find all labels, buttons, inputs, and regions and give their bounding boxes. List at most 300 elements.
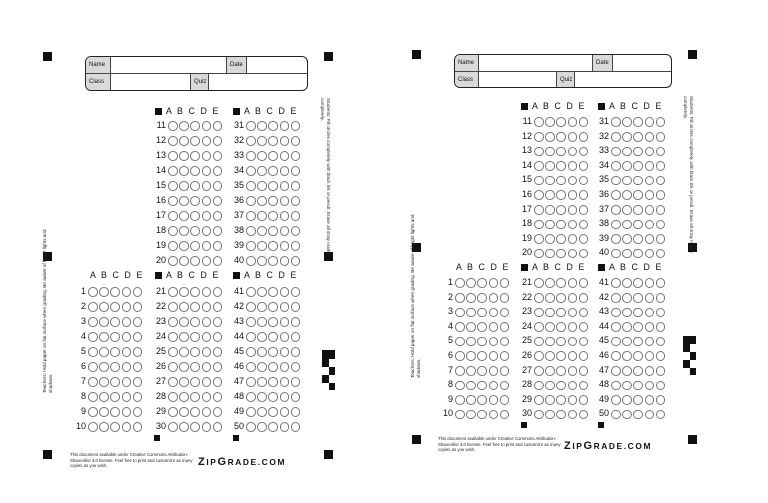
answer-bubble-d[interactable] bbox=[568, 293, 578, 303]
answer-bubble-d[interactable] bbox=[202, 287, 212, 297]
answer-bubble-b[interactable] bbox=[99, 407, 109, 417]
answer-bubble-a[interactable] bbox=[246, 181, 256, 191]
answer-bubble-e[interactable] bbox=[656, 132, 666, 142]
answer-bubble-d[interactable] bbox=[122, 332, 132, 342]
answer-bubble-e[interactable] bbox=[291, 392, 301, 402]
answer-bubble-c[interactable] bbox=[268, 317, 278, 327]
answer-bubble-a[interactable] bbox=[246, 287, 256, 297]
answer-bubble-d[interactable] bbox=[489, 322, 499, 332]
answer-bubble-e[interactable] bbox=[656, 293, 666, 303]
answer-bubble-e[interactable] bbox=[656, 337, 666, 347]
answer-bubble-c[interactable] bbox=[190, 166, 200, 176]
answer-bubble-a[interactable] bbox=[534, 381, 544, 391]
answer-bubble-c[interactable] bbox=[110, 317, 120, 327]
answer-bubble-d[interactable] bbox=[489, 410, 499, 420]
answer-bubble-a[interactable] bbox=[168, 121, 178, 131]
answer-bubble-a[interactable] bbox=[246, 136, 256, 146]
answer-bubble-b[interactable] bbox=[545, 161, 555, 171]
answer-bubble-b[interactable] bbox=[622, 205, 632, 215]
answer-bubble-b[interactable] bbox=[257, 196, 267, 206]
answer-bubble-d[interactable] bbox=[568, 220, 578, 230]
answer-bubble-d[interactable] bbox=[645, 147, 655, 157]
answer-bubble-e[interactable] bbox=[579, 161, 589, 171]
answer-bubble-e[interactable] bbox=[291, 407, 301, 417]
answer-bubble-b[interactable] bbox=[545, 351, 555, 361]
answer-bubble-a[interactable] bbox=[88, 377, 98, 387]
answer-bubble-d[interactable] bbox=[280, 181, 290, 191]
answer-bubble-c[interactable] bbox=[633, 395, 643, 405]
answer-bubble-c[interactable] bbox=[190, 422, 200, 432]
answer-bubble-a[interactable] bbox=[246, 151, 256, 161]
answer-bubble-d[interactable] bbox=[280, 407, 290, 417]
answer-bubble-d[interactable] bbox=[645, 161, 655, 171]
answer-bubble-d[interactable] bbox=[645, 176, 655, 186]
answer-bubble-c[interactable] bbox=[477, 308, 487, 318]
answer-bubble-a[interactable] bbox=[246, 166, 256, 176]
answer-bubble-b[interactable] bbox=[257, 241, 267, 251]
answer-bubble-b[interactable] bbox=[622, 161, 632, 171]
answer-bubble-c[interactable] bbox=[110, 377, 120, 387]
answer-bubble-a[interactable] bbox=[246, 241, 256, 251]
answer-bubble-e[interactable] bbox=[579, 176, 589, 186]
answer-bubble-c[interactable] bbox=[190, 392, 200, 402]
answer-bubble-c[interactable] bbox=[190, 226, 200, 236]
answer-bubble-b[interactable] bbox=[622, 234, 632, 244]
answer-bubble-c[interactable] bbox=[477, 322, 487, 332]
answer-bubble-b[interactable] bbox=[99, 422, 109, 432]
answer-bubble-b[interactable] bbox=[466, 322, 476, 332]
answer-bubble-e[interactable] bbox=[213, 181, 223, 191]
answer-bubble-a[interactable] bbox=[88, 302, 98, 312]
answer-bubble-a[interactable] bbox=[611, 337, 621, 347]
answer-bubble-b[interactable] bbox=[179, 377, 189, 387]
answer-bubble-a[interactable] bbox=[246, 317, 256, 327]
answer-bubble-a[interactable] bbox=[455, 293, 465, 303]
answer-bubble-b[interactable] bbox=[622, 293, 632, 303]
answer-bubble-d[interactable] bbox=[568, 205, 578, 215]
answer-bubble-d[interactable] bbox=[122, 302, 132, 312]
answer-bubble-c[interactable] bbox=[477, 366, 487, 376]
answer-bubble-b[interactable] bbox=[257, 287, 267, 297]
answer-bubble-b[interactable] bbox=[545, 337, 555, 347]
answer-bubble-e[interactable] bbox=[656, 205, 666, 215]
name-field[interactable] bbox=[479, 55, 593, 71]
answer-bubble-d[interactable] bbox=[280, 332, 290, 342]
answer-bubble-c[interactable] bbox=[556, 234, 566, 244]
answer-bubble-b[interactable] bbox=[179, 136, 189, 146]
answer-bubble-c[interactable] bbox=[268, 166, 278, 176]
answer-bubble-a[interactable] bbox=[611, 293, 621, 303]
answer-bubble-b[interactable] bbox=[257, 317, 267, 327]
answer-bubble-c[interactable] bbox=[633, 308, 643, 318]
answer-bubble-d[interactable] bbox=[202, 241, 212, 251]
answer-bubble-a[interactable] bbox=[534, 351, 544, 361]
answer-bubble-d[interactable] bbox=[202, 151, 212, 161]
answer-bubble-e[interactable] bbox=[213, 407, 223, 417]
answer-bubble-e[interactable] bbox=[500, 322, 510, 332]
answer-bubble-e[interactable] bbox=[291, 302, 301, 312]
answer-bubble-a[interactable] bbox=[611, 220, 621, 230]
answer-bubble-c[interactable] bbox=[556, 117, 566, 127]
answer-bubble-a[interactable] bbox=[534, 132, 544, 142]
answer-bubble-c[interactable] bbox=[556, 278, 566, 288]
answer-bubble-c[interactable] bbox=[477, 351, 487, 361]
answer-bubble-d[interactable] bbox=[202, 196, 212, 206]
answer-bubble-c[interactable] bbox=[633, 205, 643, 215]
answer-bubble-c[interactable] bbox=[268, 422, 278, 432]
answer-bubble-b[interactable] bbox=[622, 132, 632, 142]
answer-bubble-a[interactable] bbox=[534, 278, 544, 288]
answer-bubble-d[interactable] bbox=[280, 121, 290, 131]
answer-bubble-e[interactable] bbox=[579, 278, 589, 288]
answer-bubble-d[interactable] bbox=[645, 249, 655, 259]
answer-bubble-a[interactable] bbox=[88, 362, 98, 372]
answer-bubble-e[interactable] bbox=[291, 317, 301, 327]
answer-bubble-a[interactable] bbox=[246, 392, 256, 402]
answer-bubble-d[interactable] bbox=[280, 317, 290, 327]
answer-bubble-c[interactable] bbox=[556, 190, 566, 200]
answer-bubble-b[interactable] bbox=[622, 322, 632, 332]
answer-bubble-d[interactable] bbox=[202, 181, 212, 191]
answer-bubble-d[interactable] bbox=[280, 166, 290, 176]
answer-bubble-d[interactable] bbox=[568, 381, 578, 391]
answer-bubble-e[interactable] bbox=[291, 181, 301, 191]
answer-bubble-a[interactable] bbox=[168, 256, 178, 266]
answer-bubble-d[interactable] bbox=[568, 395, 578, 405]
answer-bubble-a[interactable] bbox=[168, 196, 178, 206]
answer-bubble-e[interactable] bbox=[291, 256, 301, 266]
answer-bubble-d[interactable] bbox=[202, 136, 212, 146]
answer-bubble-e[interactable] bbox=[213, 332, 223, 342]
answer-bubble-c[interactable] bbox=[556, 410, 566, 420]
answer-bubble-b[interactable] bbox=[257, 362, 267, 372]
answer-bubble-a[interactable] bbox=[246, 196, 256, 206]
answer-bubble-e[interactable] bbox=[656, 351, 666, 361]
answer-bubble-d[interactable] bbox=[280, 241, 290, 251]
answer-bubble-a[interactable] bbox=[534, 293, 544, 303]
answer-bubble-d[interactable] bbox=[122, 392, 132, 402]
answer-bubble-e[interactable] bbox=[579, 381, 589, 391]
answer-bubble-c[interactable] bbox=[556, 220, 566, 230]
answer-bubble-d[interactable] bbox=[280, 362, 290, 372]
answer-bubble-e[interactable] bbox=[213, 392, 223, 402]
answer-bubble-b[interactable] bbox=[179, 181, 189, 191]
answer-bubble-e[interactable] bbox=[213, 256, 223, 266]
answer-bubble-a[interactable] bbox=[534, 337, 544, 347]
answer-bubble-e[interactable] bbox=[656, 381, 666, 391]
answer-bubble-a[interactable] bbox=[534, 147, 544, 157]
answer-bubble-b[interactable] bbox=[179, 362, 189, 372]
answer-bubble-b[interactable] bbox=[99, 302, 109, 312]
answer-bubble-c[interactable] bbox=[477, 293, 487, 303]
quiz-field[interactable] bbox=[209, 74, 307, 90]
answer-bubble-d[interactable] bbox=[202, 226, 212, 236]
answer-bubble-a[interactable] bbox=[611, 278, 621, 288]
answer-bubble-b[interactable] bbox=[545, 322, 555, 332]
answer-bubble-e[interactable] bbox=[213, 287, 223, 297]
answer-bubble-c[interactable] bbox=[633, 381, 643, 391]
answer-bubble-b[interactable] bbox=[466, 381, 476, 391]
answer-bubble-a[interactable] bbox=[168, 166, 178, 176]
answer-bubble-c[interactable] bbox=[268, 302, 278, 312]
answer-bubble-c[interactable] bbox=[268, 136, 278, 146]
answer-bubble-e[interactable] bbox=[291, 196, 301, 206]
answer-bubble-e[interactable] bbox=[500, 337, 510, 347]
answer-bubble-d[interactable] bbox=[568, 147, 578, 157]
answer-bubble-a[interactable] bbox=[88, 407, 98, 417]
answer-bubble-a[interactable] bbox=[611, 161, 621, 171]
answer-bubble-b[interactable] bbox=[179, 392, 189, 402]
answer-bubble-a[interactable] bbox=[168, 181, 178, 191]
answer-bubble-d[interactable] bbox=[489, 293, 499, 303]
answer-bubble-d[interactable] bbox=[645, 395, 655, 405]
answer-bubble-d[interactable] bbox=[489, 351, 499, 361]
answer-bubble-e[interactable] bbox=[579, 410, 589, 420]
answer-bubble-d[interactable] bbox=[202, 377, 212, 387]
answer-bubble-b[interactable] bbox=[99, 392, 109, 402]
answer-bubble-b[interactable] bbox=[466, 351, 476, 361]
answer-bubble-a[interactable] bbox=[246, 302, 256, 312]
answer-bubble-d[interactable] bbox=[202, 317, 212, 327]
answer-bubble-b[interactable] bbox=[545, 176, 555, 186]
answer-bubble-d[interactable] bbox=[122, 362, 132, 372]
answer-bubble-c[interactable] bbox=[190, 241, 200, 251]
answer-bubble-b[interactable] bbox=[99, 377, 109, 387]
answer-bubble-a[interactable] bbox=[168, 151, 178, 161]
answer-bubble-c[interactable] bbox=[268, 392, 278, 402]
answer-bubble-d[interactable] bbox=[568, 176, 578, 186]
answer-bubble-e[interactable] bbox=[291, 226, 301, 236]
answer-bubble-b[interactable] bbox=[545, 234, 555, 244]
answer-bubble-e[interactable] bbox=[213, 151, 223, 161]
answer-bubble-e[interactable] bbox=[291, 362, 301, 372]
answer-bubble-c[interactable] bbox=[268, 241, 278, 251]
answer-bubble-d[interactable] bbox=[645, 132, 655, 142]
answer-bubble-c[interactable] bbox=[190, 332, 200, 342]
answer-bubble-d[interactable] bbox=[280, 136, 290, 146]
answer-bubble-d[interactable] bbox=[489, 337, 499, 347]
answer-bubble-a[interactable] bbox=[246, 362, 256, 372]
answer-bubble-c[interactable] bbox=[268, 347, 278, 357]
answer-bubble-b[interactable] bbox=[179, 241, 189, 251]
answer-bubble-e[interactable] bbox=[213, 302, 223, 312]
answer-bubble-d[interactable] bbox=[280, 422, 290, 432]
answer-bubble-a[interactable] bbox=[534, 176, 544, 186]
answer-bubble-d[interactable] bbox=[202, 302, 212, 312]
answer-bubble-b[interactable] bbox=[545, 117, 555, 127]
answer-bubble-d[interactable] bbox=[280, 256, 290, 266]
answer-bubble-c[interactable] bbox=[556, 249, 566, 259]
answer-bubble-e[interactable] bbox=[656, 234, 666, 244]
answer-bubble-a[interactable] bbox=[246, 347, 256, 357]
answer-bubble-a[interactable] bbox=[534, 220, 544, 230]
answer-bubble-c[interactable] bbox=[268, 407, 278, 417]
answer-bubble-c[interactable] bbox=[268, 211, 278, 221]
answer-bubble-b[interactable] bbox=[466, 410, 476, 420]
answer-bubble-a[interactable] bbox=[88, 392, 98, 402]
answer-bubble-b[interactable] bbox=[257, 211, 267, 221]
answer-bubble-a[interactable] bbox=[611, 205, 621, 215]
answer-bubble-d[interactable] bbox=[280, 151, 290, 161]
answer-bubble-c[interactable] bbox=[110, 302, 120, 312]
answer-bubble-a[interactable] bbox=[455, 278, 465, 288]
answer-bubble-e[interactable] bbox=[213, 166, 223, 176]
answer-bubble-a[interactable] bbox=[534, 366, 544, 376]
answer-bubble-e[interactable] bbox=[500, 395, 510, 405]
answer-bubble-b[interactable] bbox=[257, 136, 267, 146]
answer-bubble-e[interactable] bbox=[579, 366, 589, 376]
answer-bubble-c[interactable] bbox=[556, 176, 566, 186]
answer-bubble-c[interactable] bbox=[268, 377, 278, 387]
answer-bubble-d[interactable] bbox=[568, 190, 578, 200]
answer-bubble-a[interactable] bbox=[246, 121, 256, 131]
answer-bubble-c[interactable] bbox=[633, 161, 643, 171]
answer-bubble-a[interactable] bbox=[168, 332, 178, 342]
answer-bubble-b[interactable] bbox=[179, 332, 189, 342]
answer-bubble-e[interactable] bbox=[291, 241, 301, 251]
answer-bubble-b[interactable] bbox=[622, 176, 632, 186]
answer-bubble-c[interactable] bbox=[633, 190, 643, 200]
answer-bubble-b[interactable] bbox=[545, 293, 555, 303]
answer-bubble-a[interactable] bbox=[611, 308, 621, 318]
answer-bubble-d[interactable] bbox=[568, 278, 578, 288]
answer-bubble-c[interactable] bbox=[190, 377, 200, 387]
answer-bubble-e[interactable] bbox=[656, 249, 666, 259]
answer-bubble-c[interactable] bbox=[268, 256, 278, 266]
answer-bubble-b[interactable] bbox=[622, 220, 632, 230]
answer-bubble-b[interactable] bbox=[257, 121, 267, 131]
answer-bubble-d[interactable] bbox=[645, 205, 655, 215]
answer-bubble-b[interactable] bbox=[257, 377, 267, 387]
answer-bubble-d[interactable] bbox=[122, 377, 132, 387]
answer-bubble-e[interactable] bbox=[133, 347, 143, 357]
answer-bubble-a[interactable] bbox=[455, 351, 465, 361]
answer-bubble-b[interactable] bbox=[545, 205, 555, 215]
answer-bubble-e[interactable] bbox=[213, 211, 223, 221]
answer-bubble-c[interactable] bbox=[633, 337, 643, 347]
answer-bubble-e[interactable] bbox=[579, 234, 589, 244]
class-field[interactable] bbox=[111, 74, 191, 90]
answer-bubble-b[interactable] bbox=[545, 278, 555, 288]
answer-bubble-e[interactable] bbox=[656, 190, 666, 200]
answer-bubble-a[interactable] bbox=[611, 322, 621, 332]
answer-bubble-c[interactable] bbox=[268, 226, 278, 236]
answer-bubble-a[interactable] bbox=[534, 308, 544, 318]
answer-bubble-c[interactable] bbox=[633, 220, 643, 230]
answer-bubble-e[interactable] bbox=[579, 351, 589, 361]
answer-bubble-c[interactable] bbox=[633, 132, 643, 142]
answer-bubble-a[interactable] bbox=[88, 317, 98, 327]
answer-bubble-c[interactable] bbox=[190, 136, 200, 146]
answer-bubble-d[interactable] bbox=[122, 347, 132, 357]
answer-bubble-c[interactable] bbox=[633, 293, 643, 303]
answer-bubble-c[interactable] bbox=[556, 381, 566, 391]
answer-bubble-c[interactable] bbox=[190, 287, 200, 297]
answer-bubble-b[interactable] bbox=[179, 347, 189, 357]
answer-bubble-c[interactable] bbox=[190, 121, 200, 131]
answer-bubble-a[interactable] bbox=[455, 381, 465, 391]
answer-bubble-e[interactable] bbox=[213, 121, 223, 131]
answer-bubble-e[interactable] bbox=[656, 395, 666, 405]
answer-bubble-e[interactable] bbox=[656, 220, 666, 230]
answer-bubble-d[interactable] bbox=[122, 317, 132, 327]
answer-bubble-b[interactable] bbox=[622, 147, 632, 157]
answer-bubble-c[interactable] bbox=[633, 147, 643, 157]
answer-bubble-a[interactable] bbox=[168, 287, 178, 297]
answer-bubble-e[interactable] bbox=[291, 151, 301, 161]
answer-bubble-a[interactable] bbox=[168, 347, 178, 357]
answer-bubble-e[interactable] bbox=[579, 132, 589, 142]
answer-bubble-e[interactable] bbox=[579, 249, 589, 259]
answer-bubble-c[interactable] bbox=[633, 234, 643, 244]
answer-bubble-b[interactable] bbox=[179, 166, 189, 176]
answer-bubble-b[interactable] bbox=[545, 249, 555, 259]
answer-bubble-e[interactable] bbox=[213, 196, 223, 206]
answer-bubble-b[interactable] bbox=[545, 132, 555, 142]
answer-bubble-d[interactable] bbox=[202, 256, 212, 266]
answer-bubble-c[interactable] bbox=[190, 181, 200, 191]
answer-bubble-d[interactable] bbox=[489, 278, 499, 288]
answer-bubble-e[interactable] bbox=[579, 322, 589, 332]
answer-bubble-e[interactable] bbox=[656, 322, 666, 332]
answer-bubble-e[interactable] bbox=[656, 278, 666, 288]
answer-bubble-d[interactable] bbox=[645, 278, 655, 288]
answer-bubble-b[interactable] bbox=[466, 278, 476, 288]
answer-bubble-c[interactable] bbox=[110, 287, 120, 297]
answer-bubble-e[interactable] bbox=[656, 308, 666, 318]
answer-bubble-e[interactable] bbox=[133, 392, 143, 402]
answer-bubble-c[interactable] bbox=[268, 362, 278, 372]
answer-bubble-a[interactable] bbox=[455, 308, 465, 318]
answer-bubble-e[interactable] bbox=[656, 147, 666, 157]
answer-bubble-d[interactable] bbox=[202, 362, 212, 372]
answer-bubble-a[interactable] bbox=[168, 317, 178, 327]
answer-bubble-d[interactable] bbox=[122, 407, 132, 417]
answer-bubble-a[interactable] bbox=[168, 226, 178, 236]
answer-bubble-e[interactable] bbox=[291, 377, 301, 387]
answer-bubble-c[interactable] bbox=[268, 332, 278, 342]
answer-bubble-d[interactable] bbox=[280, 196, 290, 206]
answer-bubble-c[interactable] bbox=[477, 395, 487, 405]
answer-bubble-c[interactable] bbox=[477, 337, 487, 347]
answer-bubble-b[interactable] bbox=[257, 151, 267, 161]
answer-bubble-b[interactable] bbox=[179, 151, 189, 161]
answer-bubble-c[interactable] bbox=[268, 121, 278, 131]
answer-bubble-e[interactable] bbox=[213, 136, 223, 146]
answer-bubble-a[interactable] bbox=[611, 410, 621, 420]
answer-bubble-d[interactable] bbox=[568, 161, 578, 171]
answer-bubble-d[interactable] bbox=[202, 422, 212, 432]
answer-bubble-b[interactable] bbox=[179, 422, 189, 432]
answer-bubble-a[interactable] bbox=[168, 392, 178, 402]
answer-bubble-b[interactable] bbox=[179, 317, 189, 327]
answer-bubble-d[interactable] bbox=[280, 226, 290, 236]
answer-bubble-a[interactable] bbox=[611, 395, 621, 405]
answer-bubble-d[interactable] bbox=[568, 366, 578, 376]
answer-bubble-b[interactable] bbox=[622, 308, 632, 318]
answer-bubble-e[interactable] bbox=[656, 161, 666, 171]
answer-bubble-d[interactable] bbox=[202, 347, 212, 357]
answer-bubble-e[interactable] bbox=[213, 241, 223, 251]
answer-bubble-b[interactable] bbox=[257, 422, 267, 432]
answer-bubble-b[interactable] bbox=[622, 395, 632, 405]
answer-bubble-a[interactable] bbox=[168, 302, 178, 312]
answer-bubble-b[interactable] bbox=[99, 287, 109, 297]
answer-bubble-a[interactable] bbox=[611, 351, 621, 361]
answer-bubble-b[interactable] bbox=[545, 366, 555, 376]
answer-bubble-e[interactable] bbox=[133, 377, 143, 387]
answer-bubble-b[interactable] bbox=[622, 366, 632, 376]
